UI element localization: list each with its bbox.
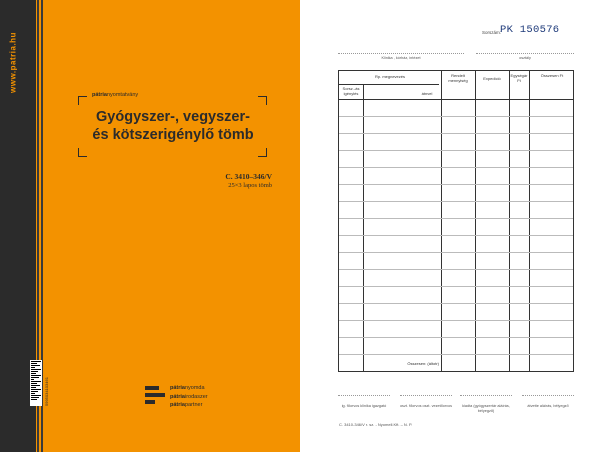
footer-code: C. 3410-346/V r. sz. - Nyomell.Kft. – N. P.: [339, 422, 413, 427]
header-total: Összesen Ft: [540, 73, 564, 78]
header-divider: [339, 84, 439, 85]
title-line: Gyógyszer-, vegyszer-: [96, 109, 250, 125]
table-row: [339, 218, 573, 219]
clinic-caption: Klinika , kórház, intézet: [381, 56, 421, 60]
header-unit-price: Egységár Ft: [510, 73, 528, 83]
table-row: [339, 184, 573, 185]
signature-caption: oszt. főorvos oszt. vezetőorvos: [399, 404, 453, 408]
header-expedition: Expedíció: [483, 76, 501, 81]
serial-number: PK 150576: [500, 24, 560, 36]
table-row: [339, 201, 573, 202]
table-row: [339, 286, 573, 287]
table-row: [339, 116, 573, 117]
table-row: [339, 235, 573, 236]
brand-list: [170, 384, 208, 410]
brand-item: pátriairodaszer: [170, 393, 208, 400]
ward-line: [476, 53, 574, 54]
product-subtitle: 25×3 lapos tömb: [228, 182, 272, 189]
signature-caption: ig. főorvos klinika igazgató: [341, 404, 387, 408]
signature-caption: átvette aláírás, bélyegző: [527, 404, 569, 408]
patria-logo-icon: [145, 386, 165, 404]
header-row-no: Sorsz.-ás igénylés: [342, 86, 360, 96]
signature-line: [522, 395, 574, 396]
frame-corner: [258, 96, 267, 105]
column-divider: [363, 85, 364, 371]
table-row: [339, 320, 573, 321]
table-row: [339, 269, 573, 270]
signature-caption: kiadta (gyógyszertár aláírás, bélyegző): [462, 404, 510, 413]
product-code: C. 3410–346/V: [225, 172, 272, 181]
website-url: www.patria.hu: [8, 32, 18, 93]
brand-rest: nyomtatvány: [106, 92, 139, 98]
serial-label: Sorszám:: [482, 30, 502, 35]
table-row: [339, 150, 573, 151]
header-bottom: [339, 99, 573, 100]
brand-item: pátrianyomda: [170, 385, 205, 391]
table-row: [339, 252, 573, 253]
signature-line: [338, 395, 390, 396]
brand-item: pátriapartner: [170, 402, 203, 408]
header-item-name: Rp. megnevezés: [374, 74, 405, 79]
brand-bold: pátria: [92, 92, 107, 98]
product-title: [80, 108, 266, 144]
table-row: [339, 303, 573, 304]
signature-line: [460, 395, 512, 396]
signature-line: [400, 395, 452, 396]
brand-label: [92, 92, 138, 98]
frame-corner: [78, 148, 87, 157]
table-row: [339, 337, 573, 338]
barcode-number: 5995034103461: [44, 377, 49, 406]
requisition-form: [300, 0, 600, 452]
frame-corner: [258, 148, 267, 157]
table-row: [339, 133, 573, 134]
frame-corner: [78, 96, 87, 105]
table-row: [339, 167, 573, 168]
ward-caption: osztály: [519, 56, 531, 60]
table-row: [339, 354, 573, 355]
title-line: és kötszerigénylő tömb: [92, 127, 254, 143]
clinic-line: [338, 53, 464, 54]
header-unit: átnvel: [421, 91, 433, 96]
total-label: Összesen: (áltotr): [407, 361, 439, 366]
items-table: [338, 70, 574, 372]
barcode-icon: [30, 360, 42, 406]
header-quantity: Rendelt mennyiség: [448, 73, 468, 83]
